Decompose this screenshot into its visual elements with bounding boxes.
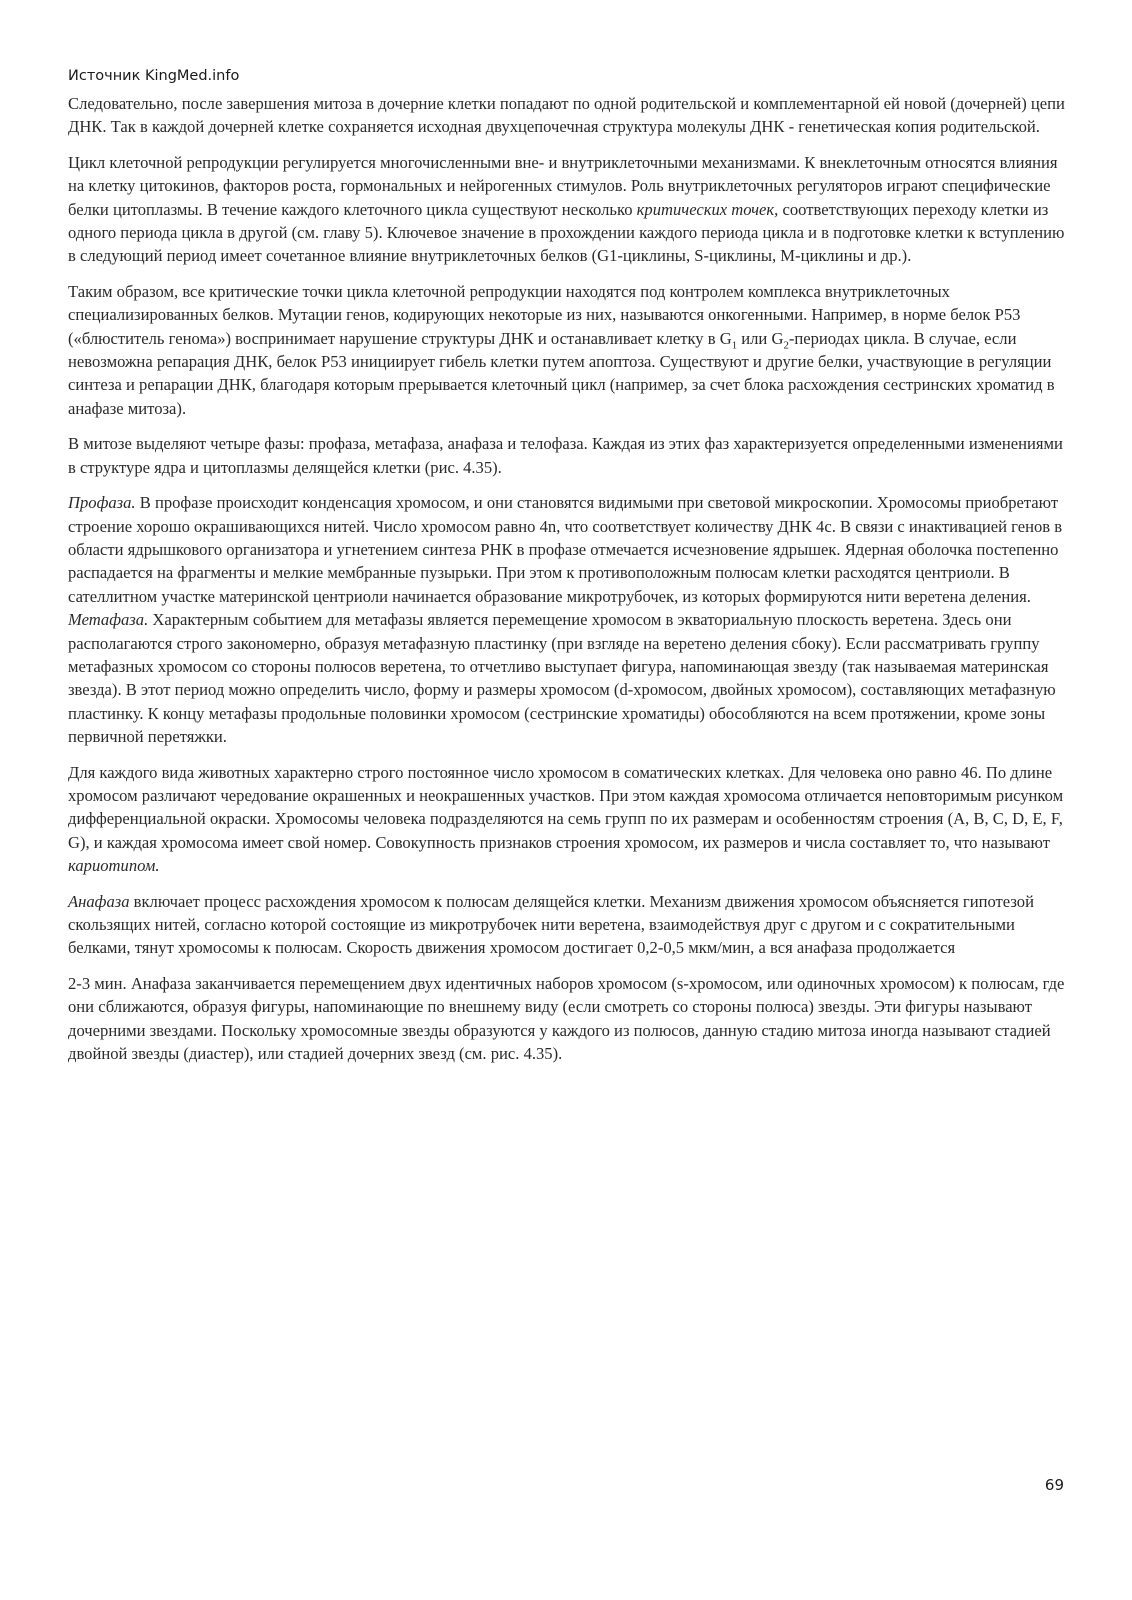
paragraph-mitosis-phases: В митозе выделяют четыре фазы: профаза, метафаза, анафаза и телофаза. Каждая из этих фаз характеризуется определенными изменениями в структуре ядра и цитоплазмы делящейся клетки (рис. 4.35).: [68, 434, 1063, 477]
page-number: 69: [1044, 1476, 1064, 1494]
term-karyotype: кариотипом.: [68, 856, 160, 876]
term-anaphase: Анафаза: [68, 891, 130, 911]
document-body: [68, 92, 1066, 1077]
term-prophase: Профаза.: [68, 493, 136, 513]
term-metaphase: Метафаза.: [68, 610, 149, 630]
paragraph-prophase: Профаза. В профазе происходит конденсация хромосом, и они становятся видимыми при световой микроскопии. Хромосомы приобретают строение хорошо окрашивающихся нитей. Число хромосом равно 4n, что соответствует количеству ДНК 4с. В связи с инактивацией генов в области ядрышкового организатора и угнетением синтеза РНК в профазе отмечается исчезновение ядрышек. Ядерная оболочка постепенно распадается на фрагменты и мелкие мембранные пузырьки. При этом к противоположным полюсам клетки расходятся центриоли. В сателлитном участке материнской центриоли начинается образование микротрубочек, из которых формируются нити веретена деления.: [68, 493, 1063, 606]
paragraph-dna-inheritance: Следовательно, после завершения митоза в дочерние клетки попадают по одной родительской и комплементарной ей новой (дочерней) цепи ДНК. Так в каждой дочерней клетке сохраняется исходная двухцепочечная структура молекулы ДНК - генетическая копия родительской.: [68, 94, 1065, 137]
paragraph-anaphase: Анафаза включает процесс расхождения хромосом к полюсам делящейся клетки. Механизм движения хромосом объясняется гипотезой скользящих нитей, согласно которой состоящие из микротрубочек нити веретена, взаимодействуя друг с другом и с сократительными белками, тянут хромосомы к полюсам. Скорость движения хромосом достигает 0,2-0,5 мкм/мин, а вся анафаза продолжается: [68, 891, 1034, 958]
term-critical-points: критических точек,: [636, 199, 779, 219]
source-header: Источник KingMed.info: [68, 68, 240, 84]
paragraph-anaphase-end: 2-3 мин. Анафаза заканчивается перемещением двух идентичных наборов хромосом (s-хромосом, или одиночных хромосом) к полюсам, где они сближаются, образуя фигуры, напоминающие по внешнему виду (если смотреть со стороны полюса) звезды. Эти фигуры называют дочерними звездами. Поскольку хромосомные звезды образуются у каждого из полюсов, данную стадию митоза иногда называют стадией двойной звезды (диастер), или стадией дочерних звезд (см. рис. 4.35).: [68, 973, 1065, 1064]
paragraph-checkpoints: Таким образом, все критические точки цикла клеточной репродукции находятся под контролем комплекса внутриклеточных специализированных белков. Мутации генов, кодирующих некоторые из них, называются онкогенными. Например, в норме белок Р53 («блюститель генома») воспринимает нарушение структуры ДНК и останавливает клетку в $G_1$ или $G_2$-периодах цикла. В случае, если невозможна репарация ДНК, белок Р53 инициирует гибель клетки путем апоптоза. Существуют и другие белки, участвующие в регуляции синтеза и репарации ДНК, благодаря которым прерывается клеточный цикл (например, за счет блока расхождения сестринских хроматид в анафазе митоза).: [68, 281, 1055, 418]
paragraph-metaphase: Метафаза. Характерным событием для метафазы является перемещение хромосом в экваториальную плоскость веретена. Здесь они располагаются строго закономерно, образуя метафазную пластинку (при взгляде на веретено деления сбоку). Если рассматривать группу метафазных хромосом со стороны полюсов веретена, то отчетливо выступает фигура, напоминающая звезду (так называемая материнская звезда). В этот период можно определить число, форму и размеры хромосом (d-хромосом, двойных хромосом), составляющих метафазную пластинку. К концу метафазы продольные половинки хромосом (сестринские хроматиды) обособляются на всем протяжении, кроме зоны первичной перетяжки.: [68, 610, 1056, 747]
paragraph-cycle-regulation: Цикл клеточной репродукции регулируется многочисленными вне- и внутриклеточными механизмами. К внеклеточным относятся влияния на клетку цитокинов, факторов роста, гормональных и нейрогенных стимулов. Роль внутриклеточных регуляторов играют специфические белки цитоплазмы. В течение каждого клеточного цикла существуют несколько критических точек, соответствующих переходу клетки из одного периода цикла в другой (см. главу 5). Ключевое значение в прохождении каждого периода цикла и в подготовке клетки к вступлению в следующий период имеет сочетанное влияние внутриклеточных белков (G1-циклины, S-циклины, М-циклины и др.).: [68, 152, 1065, 266]
paragraph-karyotype: Для каждого вида животных характерно строго постоянное число хромосом в соматических клетках. Для человека оно равно 46. По длине хромосом различают чередование окрашенных и неокрашенных участков. При этом каждая хромосома отличается неповторимым рисунком дифференциальной окраски. Хромосомы человека подразделяются на семь групп по их размерам и особенностям строения (A, B, C, D, E, F, G), и каждая хромосома имеет свой номер. Совокупность признаков строения хромосом, их размеров и числа составляет то, что называют кариотипом.: [68, 762, 1064, 876]
